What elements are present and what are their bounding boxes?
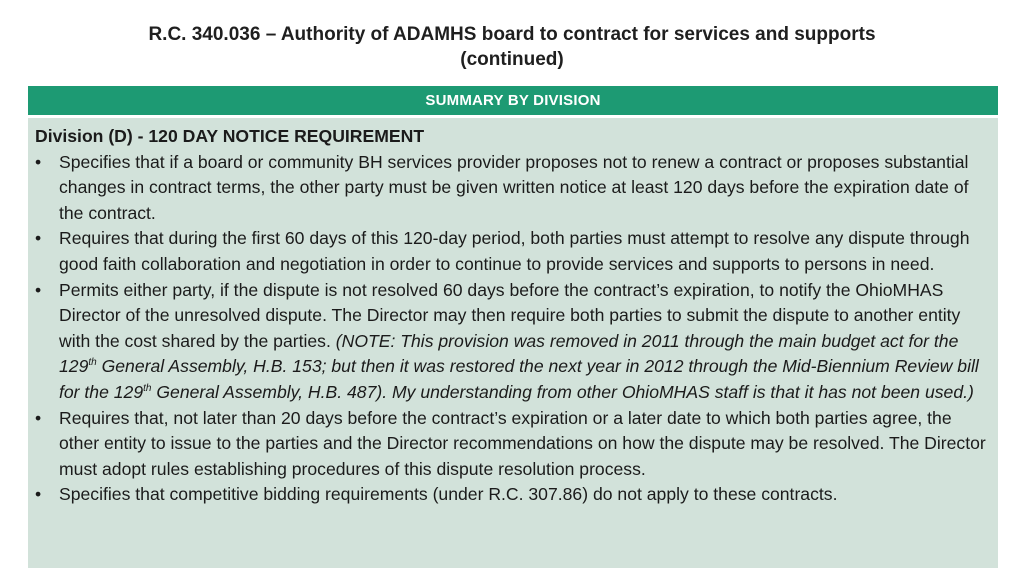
summary-table xyxy=(28,86,998,568)
ordinal-suffix: th xyxy=(88,357,97,369)
division-heading: Division (D) - 120 DAY NOTICE REQUIREMENT xyxy=(35,126,425,146)
note-part-3: General Assembly, H.B. 487). My understanding from other OhioMHAS staff is that it has not been used.) xyxy=(151,381,974,402)
bullet-text: Specifies that if a board or community BH services provider proposes not to renew a contract or proposes substantial changes in contract terms, the other party must be given written notice at least 120 days before the expiration date of the contract. xyxy=(59,151,969,223)
bullet-text: Permits either party, if the dispute is not resolved 60 days before the contract’s expiration, to notify the OhioMHAS Director of the unresolved dispute. The Director may then require both parties to submit the dispute to another entity with the cost shared by the parties. xyxy=(59,279,961,351)
bullet-icon: • xyxy=(35,279,42,300)
slide-title-line-1: R.C. 340.036 – Authority of ADAMHS board to contract for services and supports xyxy=(148,24,876,45)
bullet-icon: • xyxy=(35,407,42,428)
ordinal-suffix: th xyxy=(143,382,152,394)
list-item xyxy=(35,226,990,277)
list-item xyxy=(35,482,990,508)
bullet-icon: • xyxy=(35,228,42,249)
table-content xyxy=(28,118,998,508)
bullet-list xyxy=(35,150,990,508)
table-header: SUMMARY BY DIVISION xyxy=(28,86,998,118)
list-item xyxy=(35,278,990,406)
bullet-text: Requires that, not later than 20 days before the contract’s expiration or a later date to which both parties agree, the other entity to issue to the parties and the Director recommendations on how the dispute may be resolved. The Director must adopt rules establishing procedures of this dispute resolution process. xyxy=(59,407,986,479)
slide-title-line-2: (continued) xyxy=(460,49,564,70)
bullet-icon: • xyxy=(35,151,42,172)
note-part-1: (NOTE: This provision was removed in 2011 through the main budget act for the 129 xyxy=(59,330,959,377)
bullet-icon: • xyxy=(35,484,42,505)
slide-title xyxy=(0,22,1024,72)
list-item xyxy=(35,406,990,483)
bullet-text: Specifies that competitive bidding requirements (under R.C. 307.86) do not apply to these contracts. xyxy=(59,484,838,505)
bullet-text: Requires that during the first 60 days of this 120-day period, both parties must attempt to resolve any dispute through good faith collaboration and negotiation in order to continue to provide services and supports to persons in need. xyxy=(59,228,970,274)
note-part-2: General Assembly, H.B. 153; but then it was restored the next year in 2012 through the Mid-Biennium Review bill for the 129 xyxy=(59,356,979,402)
list-item xyxy=(35,150,990,227)
